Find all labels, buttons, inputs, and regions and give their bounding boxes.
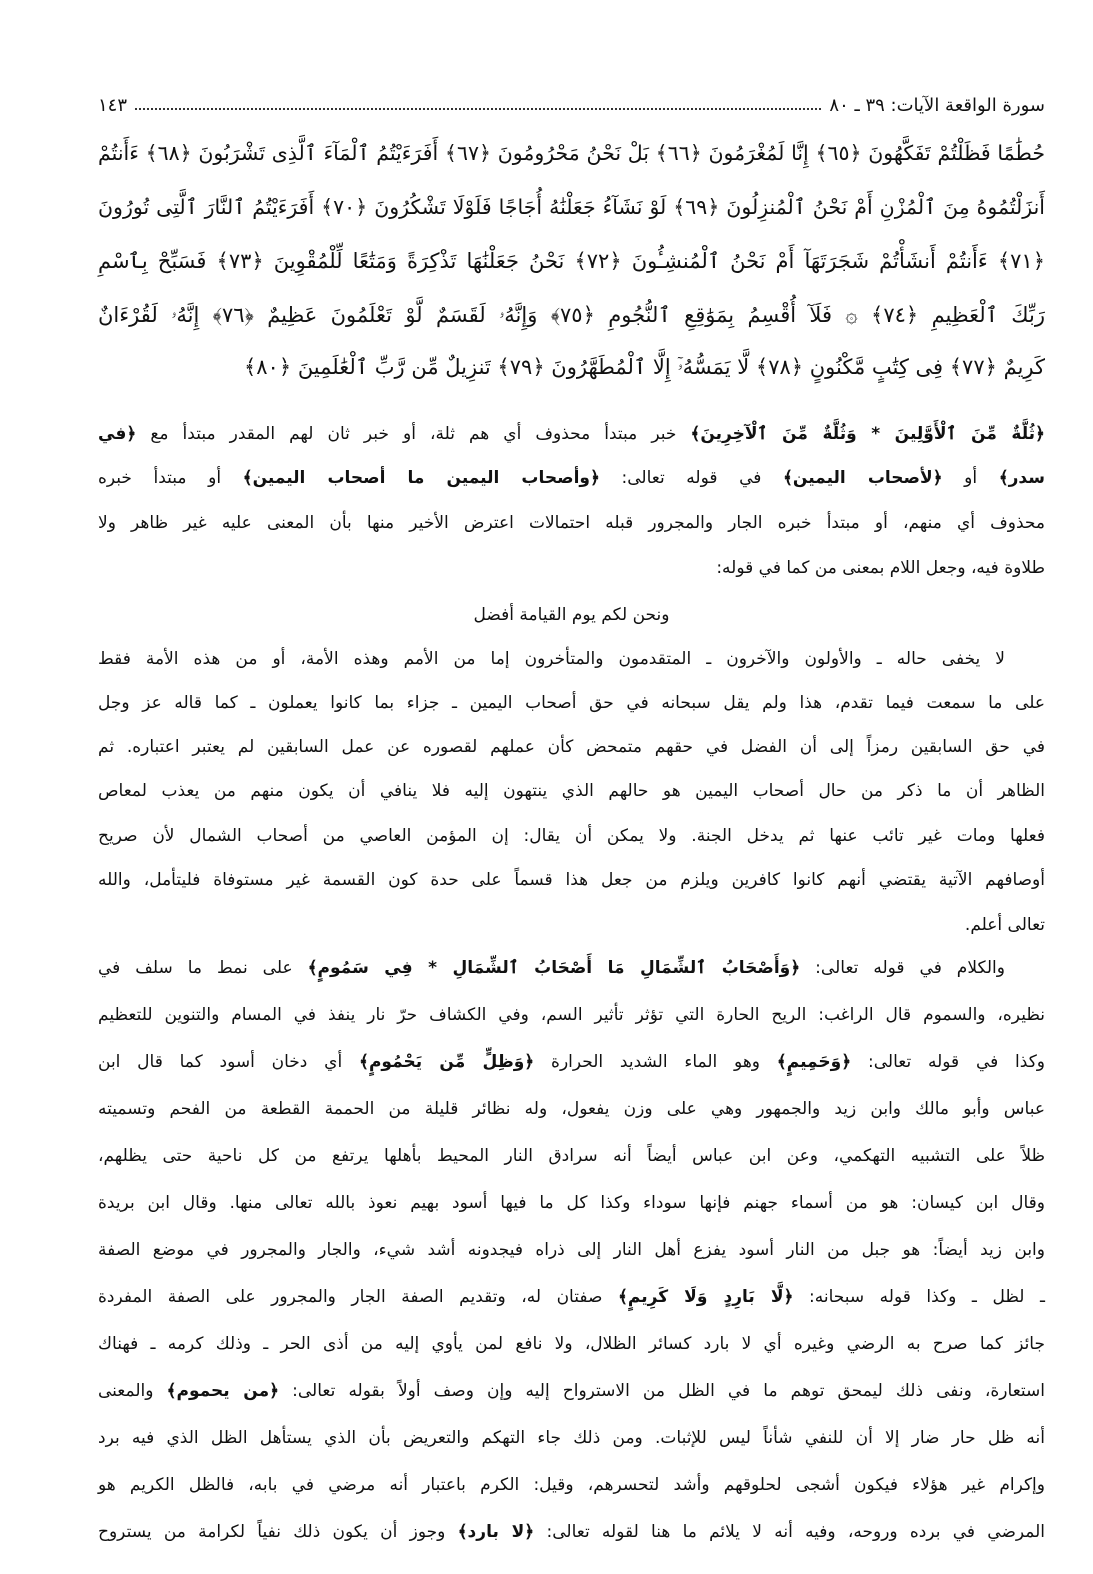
text-segment: طلاوة فيه، وجعل اللام بمعنى من كما في قوله: bbox=[716, 558, 1045, 578]
quran-quote: سدر﴾ bbox=[998, 468, 1045, 488]
text-segment: جائز كما صرح به الرضي وغيره أي لا بارد كسائر الظلال، ولا نافع لمن يأوي إليه من أذى الحر ـ وذلك كرمه ـ فهناك bbox=[98, 1334, 1045, 1354]
commentary-line bbox=[98, 692, 1045, 714]
quran-quote: ﴿وَأَصْحَابُ ٱلشِّمَالِ مَا أَصْحَابُ ٱلشِّمَالِ * فِي سَمُومٍ﴾ bbox=[307, 958, 801, 978]
text-segment: محذوف أي منهم، أو مبتدأ خبره الجار والمجرور قبله احتمالات اعترض الأخير منها بأن المعنى عليه غير ظاهر ولا bbox=[98, 513, 1045, 533]
commentary-line bbox=[98, 1474, 1045, 1496]
commentary-line bbox=[98, 780, 1045, 802]
quran-line: أَنزَلْتُمُوهُ مِنَ ٱلْمُزْنِ أَمْ نَحْنُ ٱلْمُنزِلُونَ ﴿٦٩﴾ لَوْ نَشَآءُ جَعَلْنَٰهُ أُجَاجًا فَلَوْلَا تَشْكُرُونَ ﴿٧٠﴾ أَفَرَءَيْتُمُ ٱلنَّارَ ٱلَّتِى تُورُونَ bbox=[98, 195, 1045, 219]
commentary-line bbox=[98, 1286, 1045, 1308]
text-segment: على نمط ما سلف في bbox=[98, 958, 308, 978]
text-segment: أي دخان أسود كما قال ابن bbox=[98, 1052, 359, 1072]
text-segment: وابن زيد أيضاً: هو جبل من النار أسود يفزع أهل النار إلى ذراه فيجدونه أشد شيء، والجار والمجرور في موضع الصفة bbox=[98, 1240, 1045, 1260]
quran-line: رَبِّكَ ٱلْعَظِيمِ ﴿٧٤﴾ ۞ فَلَآ أُقْسِمُ بِمَوَٰقِعِ ٱلنُّجُومِ ﴿٧٥﴾ وَإِنَّهُۥ لَقَسَمٌ لَّوْ تَعْلَمُونَ عَظِيمٌ ﴿٧٦﴾ إِنَّهُۥ لَقُرْءَانٌ bbox=[98, 303, 1045, 327]
quran-quote: ﴿وَحَمِيمٍ﴾ bbox=[776, 1052, 852, 1072]
text-segment: ونحن لكم يوم القيامة أفضل bbox=[473, 605, 670, 625]
commentary-line bbox=[98, 957, 1045, 979]
text-segment: وقال ابن كيسان: هو من أسماء جهنم فإنها سوداء وكذا كل ما فيها أسود بهيم نعوذ بالله تعالى منها. وقال ابن بريدة bbox=[98, 1193, 1045, 1213]
text-segment: في قوله تعالى: bbox=[599, 468, 783, 488]
text-segment: وكذا في قوله تعالى: bbox=[851, 1052, 1046, 1072]
quran-quote: ﴿وأصحاب اليمين ما أصحاب اليمين﴾ bbox=[242, 468, 600, 488]
commentary-line bbox=[98, 1098, 1045, 1120]
quran-quote: ﴿لَّا بَارِدٍ وَلَا كَرِيمٍ﴾ bbox=[617, 1287, 794, 1307]
commentary-line bbox=[98, 736, 1045, 758]
quran-quote: ﴿ثُلَّةٌ مِّنَ ٱلْأَوَّلِينَ * وَثُلَّةٌ مِّنَ ٱلْآخِرِينَ﴾ bbox=[690, 424, 1046, 444]
text-segment: الظاهر أن ما ذكر من حال أصحاب اليمين هو حالهم الذي ينتهون إليه فلا ينافي أن يكون منهم من يعذب لمعاص bbox=[98, 781, 1045, 801]
commentary-line bbox=[98, 557, 1045, 579]
text-segment: والمعنى bbox=[98, 1381, 167, 1401]
text-segment: ظلاً على التشبيه التهكمي، وعن ابن عباس أيضاً أنه سرادق النار المحيط بأهلها يرتفع من كل ناحية حتى يظلهم، bbox=[98, 1146, 1045, 1166]
commentary-line bbox=[98, 825, 1045, 847]
commentary-line bbox=[98, 512, 1045, 534]
commentary-line bbox=[98, 1004, 1045, 1026]
quran-line: ﴿٧١﴾ ءَأَنتُمْ أَنشَأْتُمْ شَجَرَتَهَآ أَمْ نَحْنُ ٱلْمُنشِـُٔونَ ﴿٧٢﴾ نَحْنُ جَعَلْنَٰهَا تَذْكِرَةً وَمَتَٰعًا لِّلْمُقْوِينَ ﴿٧٣﴾ فَسَبِّحْ بِٱسْمِ bbox=[98, 249, 1045, 273]
quran-quote: ﴿وَظِلٍّ مِّن يَحْمُومٍ﴾ bbox=[358, 1052, 535, 1072]
quran-line: حُطَٰمًا فَظَلْتُمْ تَفَكَّهُونَ ﴿٦٥﴾ إِنَّا لَمُغْرَمُونَ ﴿٦٦﴾ بَلْ نَحْنُ مَحْرُومُونَ ﴿٦٧﴾ أَفَرَءَيْتُمُ ٱلْمَآءَ ٱلَّذِى تَشْرَبُونَ ﴿٦٨﴾ ءَأَنتُمْ bbox=[98, 141, 1045, 165]
text-segment: على ما سمعت فيما تقدم، هذا ولم يقل سبحانه في حق أصحاب اليمين ـ جزاء بما كانوا يعملون ـ كما قاله عز وجل bbox=[98, 693, 1045, 713]
text-segment: خبر مبتدأ محذوف أي هم ثلة، أو خبر ثان لهم المقدر مبتدأ مع bbox=[136, 424, 691, 444]
text-segment: فعلها ومات غير تائب عنها ثم يدخل الجنة. ولا يمكن أن يقال: إن المؤمن العاصي من أصحاب الشمال لأن صريح bbox=[98, 826, 1045, 846]
commentary-line bbox=[98, 1192, 1045, 1214]
commentary-line bbox=[98, 1239, 1045, 1261]
text-segment: عباس وأبو مالك وابن زيد والجمهور وهي على وزن يفعول، وله نظائر قليلة من الحممة القطعة من الفحم وتسميته bbox=[98, 1099, 1045, 1119]
text-segment: أو مبتدأ خبره bbox=[98, 468, 243, 488]
commentary-line bbox=[98, 423, 1045, 445]
text-segment: أوصافهم الآتية يقتضي أنهم كانوا كافرين ويلزم من جعل هذا قسماً على حدة كون القسمة غير مستوفاة فليتأمل، والله bbox=[98, 870, 1045, 890]
commentary-line bbox=[98, 1380, 1045, 1402]
text-segment: تعالى أعلم. bbox=[964, 915, 1045, 935]
commentary-line bbox=[98, 914, 1045, 936]
commentary-line bbox=[98, 648, 1045, 670]
poetry-verse bbox=[98, 604, 1045, 626]
commentary-line bbox=[98, 1145, 1045, 1167]
commentary-line bbox=[98, 1051, 1045, 1073]
quran-line: كَرِيمٌ ﴿٧٧﴾ فِى كِتَٰبٍ مَّكْنُونٍ ﴿٧٨﴾ لَّا يَمَسُّهُۥٓ إِلَّا ٱلْمُطَهَّرُونَ ﴿٧٩﴾ تَنزِيلٌ مِّن رَّبِّ ٱلْعَٰلَمِينَ ﴿٨٠﴾ bbox=[243, 355, 1045, 379]
quran-quote: ﴿لا بارد﴾ bbox=[457, 1522, 535, 1542]
commentary-line bbox=[98, 1521, 1045, 1543]
quran-quote: ﴿لأصحاب اليمين﴾ bbox=[782, 468, 943, 488]
text-segment: أنه ظل حار ضار إلا أن للنفي شأناً ليس للإثبات. ومن ذلك جاء التهكم والتعريض بأن الذي يستأهل الظل الذي فيه برد bbox=[98, 1428, 1045, 1448]
text-segment: نظيره، والسموم قال الراغب: الريح الحارة التي تؤثر تأثير السم، وفي الكشاف حرّ نار ينفذ في المسام والتنوين للتعظيم bbox=[98, 1005, 1045, 1025]
running-header bbox=[98, 86, 1045, 116]
commentary-line bbox=[98, 467, 1045, 489]
text-segment: والكلام في قوله تعالى: bbox=[800, 958, 1005, 978]
text-segment: وجوز أن يكون ذلك نفياً لكرامة من يستروح bbox=[98, 1522, 458, 1542]
commentary-line bbox=[98, 869, 1045, 891]
text-segment: استعارة، ونفى ذلك ليمحق توهم ما في الظل من الاسترواح إليه وإن وصف أولاً بقوله تعالى: bbox=[279, 1381, 1045, 1401]
text-segment: ـ لظل ـ وكذا قوله سبحانه: bbox=[793, 1287, 1046, 1307]
quran-quote: ﴿من يحموم﴾ bbox=[166, 1381, 280, 1401]
text-segment: لا يخفى حاله ـ والأولون والآخرون ـ المتقدمون والمتأخرون إما من الأمم وهذه الأمة، أو من هذه الأمة فقط bbox=[98, 649, 1005, 669]
dot-leader bbox=[135, 108, 821, 110]
text-segment: وإكرام غير هؤلاء فيكون أشجى لحلوقهم وأشد لتحسرهم، وقيل: الكرم باعتبار أنه مرضي في بابه، فالظل الكريم هو bbox=[98, 1475, 1045, 1495]
text-segment: في حق السابقين رمزاً إلى أن الفضل في حقهم متمحض كأن عملهم لقصوره عن عمل السابقين لم يعتبر اعتباره. ثم bbox=[98, 737, 1045, 757]
commentary-line bbox=[98, 1333, 1045, 1355]
commentary-line bbox=[98, 1427, 1045, 1449]
text-segment: أو bbox=[942, 468, 999, 488]
text-segment: صفتان له، وتقديم الصفة الجار والمجرور على الصفة المفردة bbox=[98, 1287, 618, 1307]
text-segment: وهو الماء الشديد الحرارة bbox=[534, 1052, 777, 1072]
page-number: ١٤٣ bbox=[98, 95, 128, 116]
surah-title: سورة الواقعة الآيات: ٣٩ ـ ٨٠ bbox=[829, 95, 1045, 116]
quran-quote: ﴿في bbox=[98, 424, 137, 444]
text-segment: المرضي في برده وروحه، وفيه أنه لا يلائم ما هنا لقوله تعالى: bbox=[534, 1522, 1046, 1542]
